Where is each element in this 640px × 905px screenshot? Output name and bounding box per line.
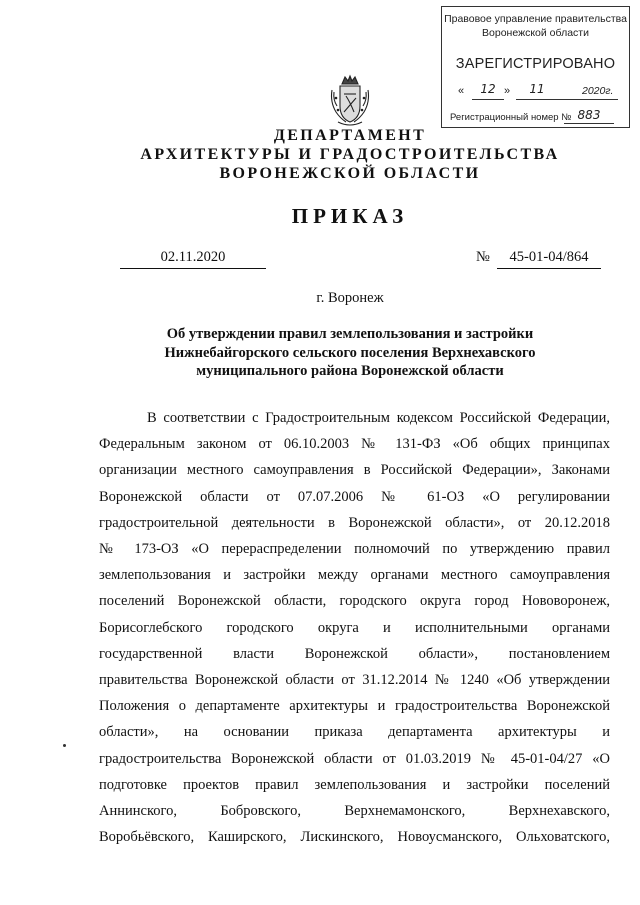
body-line: градостроительства Воронежской области от 01.03.2019 № 45-01-04/27 «О <box>99 750 610 767</box>
subject-line: муниципального района Воронежской области <box>196 363 504 379</box>
department-name-line1: ДЕПАРТАМЕНТ <box>273 127 427 144</box>
document-body <box>99 405 610 850</box>
stamp-year-underline <box>580 99 618 100</box>
stamp-day-underline <box>472 99 504 100</box>
body-line: поселений Воронежской области, городского округа город Нововоронеж, <box>99 593 610 610</box>
stamp-reg-number-underline <box>564 123 614 124</box>
registration-stamp <box>441 6 630 128</box>
subject-line: Нижнебайгорского сельского поселения Верхнехавского <box>164 344 536 361</box>
body-line: правительства Воронежской области от 31.12.2014 № 1240 «Об утверждении <box>99 672 610 689</box>
scan-speck <box>63 744 66 747</box>
subject-line: Об утверждении правил землепользования и застройки <box>166 326 534 342</box>
order-number-underline <box>497 268 601 269</box>
body-line: градостроительной деятельности в Воронежской области», от 20.12.2018 <box>99 514 610 531</box>
stamp-registered: ЗАРЕГИСТРИРОВАНО <box>455 56 616 72</box>
order-number-sign: № <box>476 249 490 265</box>
stamp-month: 11 <box>529 82 545 96</box>
stamp-year: 2020г. <box>582 85 614 97</box>
city: г. Воронеж <box>316 290 384 306</box>
document-title: ПРИКАЗ <box>291 204 409 228</box>
order-date: 02.11.2020 <box>160 249 226 265</box>
body-line: Аннинского, Бобровского, Верхнемамонского, Верхнехавского, <box>99 803 610 820</box>
stamp-reg-number: 883 <box>577 108 601 122</box>
stamp-open-quote: « <box>458 85 465 97</box>
body-line: Воробьёвского, Каширского, Лискинского, Новоусманского, Ольховатского, <box>99 829 610 846</box>
body-line: землепользования и застройки между органами местного самоуправления <box>99 567 610 584</box>
body-line: области», на основании приказа департамента архитектуры и <box>99 724 610 741</box>
stamp-authority-line2: Воронежской области <box>482 27 589 39</box>
stamp-reg-number-label: Регистрационный номер № <box>450 112 572 123</box>
body-line: В соответствии с Градостроительным кодексом Российской Федерации, <box>147 410 610 426</box>
body-line: подготовке проектов правил землепользования и застройки поселений <box>99 776 610 793</box>
body-line: № 173-ОЗ «О перераспределении полномочий по утверждению правил <box>99 541 610 558</box>
department-name-line3: ВОРОНЕЖСКОЙ ОБЛАСТИ <box>219 165 481 182</box>
stamp-month-underline <box>516 99 580 100</box>
stamp-date <box>454 82 621 101</box>
body-line: Положения о департаменте архитектуры и градостроительства Воронежской <box>99 698 610 715</box>
department-name-line2: АРХИТЕКТУРЫ И ГРАДОСТРОИТЕЛЬСТВА <box>140 146 560 163</box>
stamp-close-quote: » <box>504 85 511 97</box>
order-number: 45-01-04/864 <box>509 249 589 265</box>
order-subject <box>0 325 640 381</box>
body-line: Борисоглебского городского округа и исполнительными органами <box>99 619 610 636</box>
body-line: Воронежской области от 07.07.2006 № 61-ОЗ «О регулировании <box>99 488 610 505</box>
order-date-underline <box>120 268 266 269</box>
body-line: организации местного самоуправления в Российской Федерации», Законами <box>99 462 610 479</box>
stamp-authority-line1: Правовое управление правительства <box>444 13 627 25</box>
coat-of-arms-icon <box>328 72 372 128</box>
body-line: Федеральным законом от 06.10.2003 № 131-ФЗ «Об общих принципах <box>99 436 610 453</box>
body-line: государственной власти Воронежской области», постановлением <box>99 645 610 662</box>
stamp-day: 12 <box>480 82 496 96</box>
